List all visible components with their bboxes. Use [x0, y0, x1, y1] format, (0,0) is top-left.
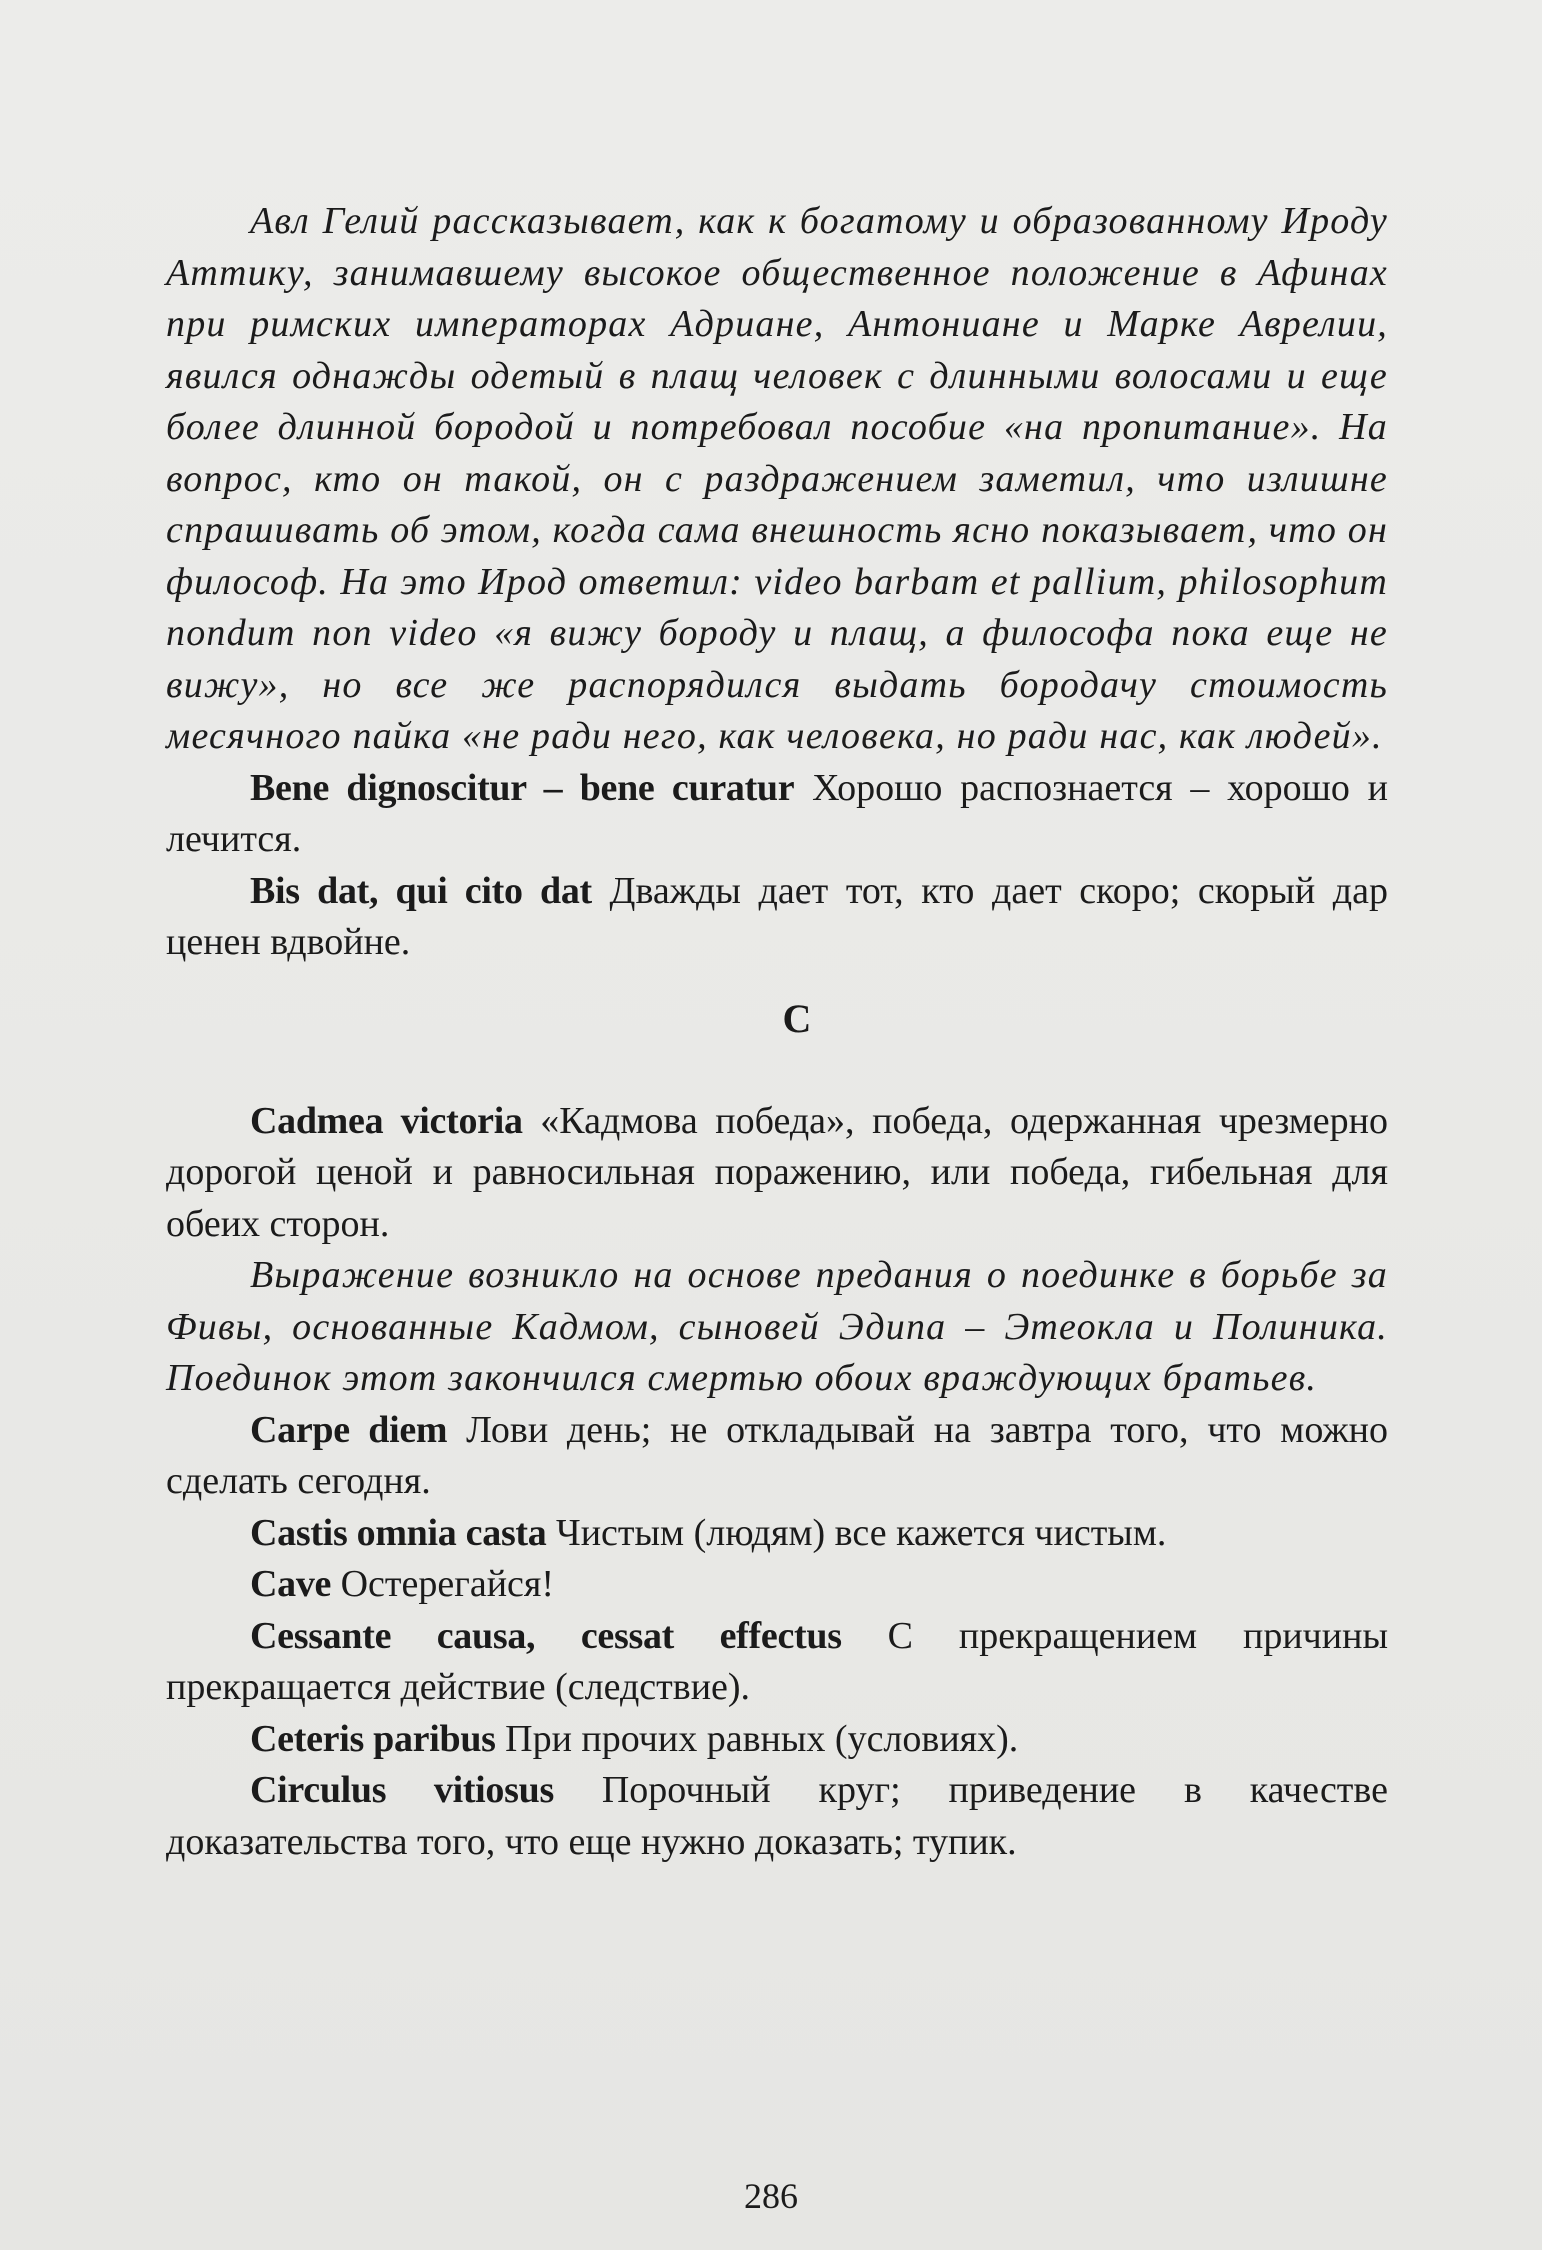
dictionary-entry — [166, 1508, 1388, 1560]
entry-term: Ceteris paribus — [250, 1717, 496, 1760]
entry-term: Circulus vitiosus — [250, 1769, 554, 1811]
entry-definition: Дважды дает тот, кто дает скоро; скорый дар ценен вдвойне. — [166, 869, 1388, 963]
dictionary-entry — [166, 763, 1388, 866]
entry-term: Castis omnia casta — [250, 1511, 547, 1554]
entry-term: Cave — [250, 1563, 332, 1605]
dictionary-entry — [166, 1096, 1388, 1251]
entry-definition: При прочих равных (условиях). — [495, 1717, 1019, 1760]
dictionary-entry — [166, 1611, 1388, 1714]
entry-term: Carpe diem — [250, 1408, 448, 1451]
entry-term: Bene dignoscitur – bene curatur — [250, 766, 795, 809]
dictionary-entry — [166, 1405, 1388, 1508]
entry-definition: Хорошо распознается – хорошо и лечится. — [166, 766, 1388, 860]
entry-definition: С прекращением причины прекращается действие (следствие). — [166, 1614, 1388, 1708]
entry-term: Bis dat, qui cito dat — [250, 869, 592, 912]
entry-definition: Остерегайся! — [331, 1563, 555, 1605]
entry-term: Cessante causa, cessat effectus — [250, 1614, 842, 1657]
entry-definition: Порочный круг; приведение в качестве доказательства того, что еще нужно доказать; тупик. — [166, 1769, 1389, 1863]
dictionary-entry — [166, 866, 1388, 969]
dictionary-entry — [166, 1765, 1388, 1868]
entry-note: Выражение возникло на основе предания о поединке в борьбе за Фивы, основанные Кадмом, сыновей Эдипа – Этеокла и Полиника. Поединок этот закончился смертью обоих враждующих братьев. — [166, 1254, 1388, 1399]
page-number: 286 — [744, 2176, 798, 2216]
dictionary-entry — [166, 1714, 1388, 1766]
text-column — [166, 196, 1388, 1868]
entry-term: Cadmea victoria — [250, 1099, 523, 1142]
entry-definition: Чистым (людям) все кажется чистым. — [546, 1511, 1167, 1554]
dictionary-entry — [166, 1559, 1388, 1611]
entry-definition: Лови день; не откладывай на завтра того, что можно сделать сегодня. — [166, 1408, 1388, 1502]
anecdote-paragraph: Авл Гелий рассказывает, как к богатому и образованному Ироду Аттику, занимавшему высокое общественное положение в Афинах при римских императорах Адриане, Антониане и Марке Аврелии, явился однажды одетый в плащ человек с длинными волосами и еще более длинной бородой и потребовал пособие «на пропитание». На вопрос, кто он такой, он с раздражением заметил, что излишне спрашивать об этом, когда сама внешность ясно показывает, что он философ. На это Ирод ответил: video barbam et pallium, philosophum nondum non video «я вижу бороду и плащ, а философа пока еще не вижу», но все же распорядился выдать бородачу стоимость месячного пайка «не ради него, как человека, но ради нас, как людей». — [166, 200, 1388, 757]
entry-definition: «Кадмова победа», победа, одержанная чрезмерно дорогой ценой и равносильная поражению, или победа, гибельная для обеих сторон. — [166, 1099, 1388, 1245]
section-heading-letter: C — [782, 995, 812, 1041]
